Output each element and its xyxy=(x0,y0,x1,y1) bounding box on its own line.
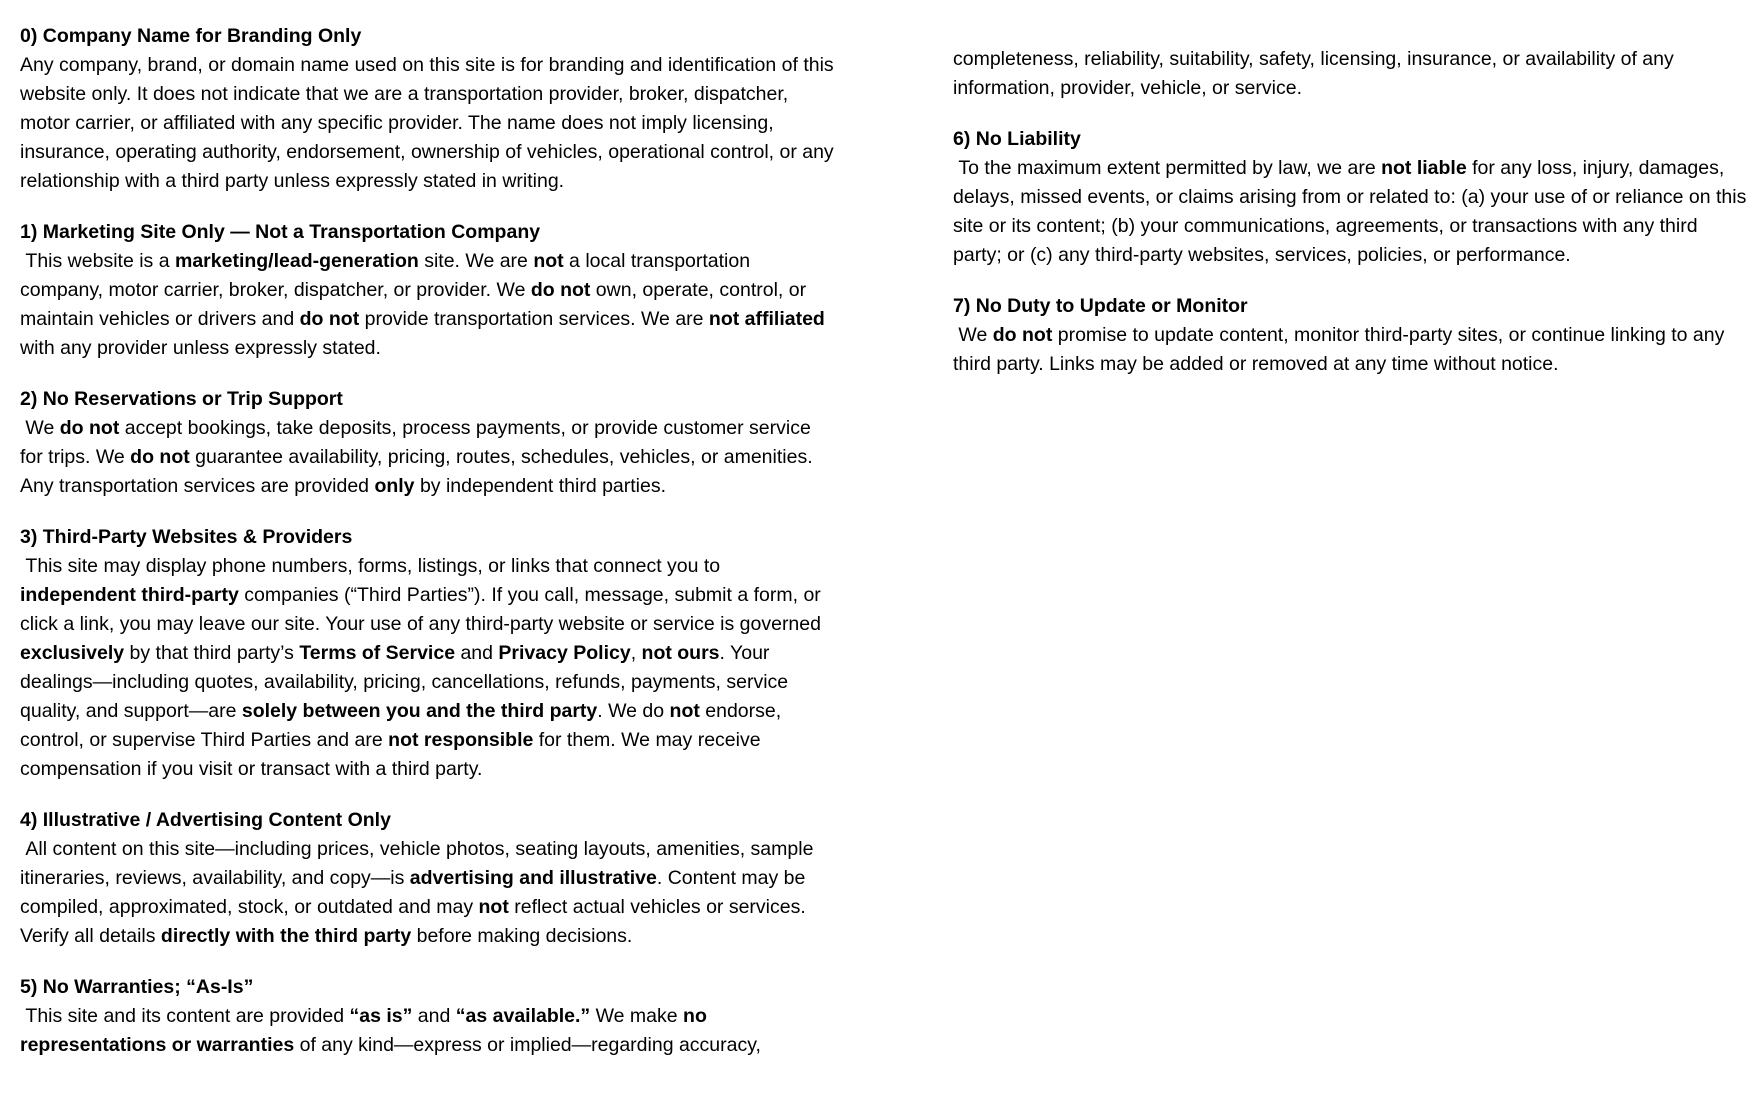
continuation-paragraph xyxy=(953,45,1747,103)
disclaimer-section xyxy=(953,292,1747,379)
disclaimer-section xyxy=(20,806,838,951)
text-run: with any provider unless expressly stated. xyxy=(20,308,831,359)
column-right xyxy=(953,45,1752,401)
bold-text-run: independent third-party xyxy=(20,584,239,606)
bold-text-run: “as available.” xyxy=(455,1005,591,1027)
text-run: site. We are xyxy=(418,250,534,272)
bold-text-run: marketing/lead-generation xyxy=(174,250,419,272)
disclaimer-section xyxy=(953,45,1747,103)
text-run: completeness, reliability, suitability, safety, licensing, insurance, or availability of any information, provider, vehicle, or service. xyxy=(953,48,1680,99)
bold-text-run: not responsible xyxy=(388,729,534,751)
text-run: for them. We may receive compensation if you visit or transact with a third party. xyxy=(20,729,766,780)
disclaimer-section xyxy=(20,973,838,1060)
section-paragraph xyxy=(20,414,838,501)
section-paragraph xyxy=(20,835,838,951)
text-run: All content on this site—including prices, vehicle photos, seating layouts, amenities, sample itineraries, reviews, availability, and copy—is xyxy=(20,838,819,889)
text-run: promise to update content, monitor third-party sites, or continue linking to any third party. Links may be added or removed at any time without notice. xyxy=(953,324,1730,375)
disclaimer-section xyxy=(20,218,838,363)
text-run: We xyxy=(953,324,993,346)
bold-text-run: solely between you and the third party xyxy=(241,700,598,722)
bold-text-run: not xyxy=(669,700,700,722)
text-run: reflect actual vehicles or services. Verify all details xyxy=(20,896,812,947)
disclaimer-section xyxy=(953,125,1752,270)
bold-text-run: do not xyxy=(130,446,190,468)
text-run: companies (“Third Parties”). If you call, message, submit a form, or click a link, you may leave our site. Your use of any third-party website or service is governed xyxy=(20,584,827,635)
text-run: guarantee availability, pricing, routes, schedules, vehicles, or amenities. Any transportation services are provided xyxy=(20,446,817,497)
section-paragraph xyxy=(953,321,1747,379)
bold-text-run: directly with the third party xyxy=(160,925,412,947)
text-run: This site and its content are provided xyxy=(20,1005,350,1027)
bold-text-run: not liable xyxy=(1381,157,1467,179)
section-paragraph xyxy=(20,1002,838,1060)
text-run: This site may display phone numbers, forms, listings, or links that connect you to xyxy=(20,555,726,577)
section-heading: 0) Company Name for Branding Only xyxy=(20,25,362,47)
bold-text-run: do not xyxy=(59,417,120,439)
section-heading: 2) No Reservations or Trip Support xyxy=(20,388,343,410)
column-left xyxy=(20,22,838,1082)
section-heading: 6) No Liability xyxy=(953,128,1081,150)
bold-text-run: advertising and illustrative xyxy=(409,867,657,889)
text-run: . Content may be compiled, approximated, stock, or outdated and may xyxy=(20,867,811,918)
text-run: and xyxy=(455,642,499,664)
text-run: of any kind—express or implied—regarding accuracy, xyxy=(294,1034,761,1056)
bold-text-run: not affiliated xyxy=(708,308,825,330)
disclaimer-section xyxy=(20,22,838,196)
text-run: accept bookings, take deposits, process payments, or provide customer service for trips. We xyxy=(20,417,817,468)
bold-text-run: Privacy Policy xyxy=(498,642,631,664)
text-run: own, operate, control, or maintain vehicles or drivers and xyxy=(20,279,812,330)
section-paragraph xyxy=(20,51,838,196)
text-run: Any company, brand, or domain name used on this site is for branding and identification of this website only. It does not indicate that we are a transportation provider, broker, dispatcher, motor carrier, or affiliated with any specific provider. The name does not imply licensing, insurance, operating authority, endorsement, ownership of vehicles, operational control, or any relationship with a third party unless expressly stated in writing. xyxy=(20,54,840,192)
section-heading: 7) No Duty to Update or Monitor xyxy=(953,295,1248,317)
text-run: before making decisions. xyxy=(411,925,633,947)
text-run: . We do xyxy=(597,700,670,722)
section-paragraph xyxy=(953,154,1752,270)
disclaimer-section xyxy=(20,385,838,501)
text-run: This website is a xyxy=(20,250,175,272)
bold-text-run: no representations or warranties xyxy=(20,1005,713,1056)
bold-text-run: only xyxy=(374,475,415,497)
bold-text-run: do not xyxy=(992,324,1053,346)
text-run: We make xyxy=(590,1005,684,1027)
text-run: a local transportation company, motor carrier, broker, dispatcher, or provider. We xyxy=(20,250,756,301)
text-run: and xyxy=(412,1005,456,1027)
bold-text-run: do not xyxy=(299,308,360,330)
section-heading: 3) Third-Party Websites & Providers xyxy=(20,526,353,548)
bold-text-run: do not xyxy=(530,279,591,301)
bold-text-run: not ours xyxy=(641,642,720,664)
section-heading: 5) No Warranties; “As-Is” xyxy=(20,976,254,998)
bold-text-run: Terms of Service xyxy=(299,642,456,664)
section-heading: 1) Marketing Site Only — Not a Transportation Company xyxy=(20,221,541,243)
section-heading: 4) Illustrative / Advertising Content Only xyxy=(20,809,391,831)
text-run: , xyxy=(630,642,642,664)
disclaimer-section xyxy=(20,523,838,784)
section-paragraph xyxy=(20,247,838,363)
text-run: . Your dealings—including quotes, availability, pricing, cancellations, refunds, payments, service quality, and support—are xyxy=(20,642,794,722)
text-run: To the maximum extent permitted by law, we are xyxy=(953,157,1382,179)
bold-text-run: “as is” xyxy=(349,1005,413,1027)
text-run: provide transportation services. We are xyxy=(359,308,709,330)
text-run: by that third party’s xyxy=(124,642,300,664)
bold-text-run: not xyxy=(533,250,564,272)
text-run: We xyxy=(20,417,60,439)
text-run: endorse, control, or supervise Third Parties and are xyxy=(20,700,787,751)
text-run: by independent third parties. xyxy=(414,475,667,497)
section-paragraph xyxy=(20,552,838,784)
text-run: for any loss, injury, damages, delays, missed events, or claims arising from or related to: (a) your use of or reliance on this site or its content; (b) your communications, agreements, or transactions with any third party; or (c) any third-party websites, services, policies, or performance. xyxy=(953,157,1752,266)
bold-text-run: not xyxy=(478,896,509,918)
bold-text-run: exclusively xyxy=(20,642,125,664)
